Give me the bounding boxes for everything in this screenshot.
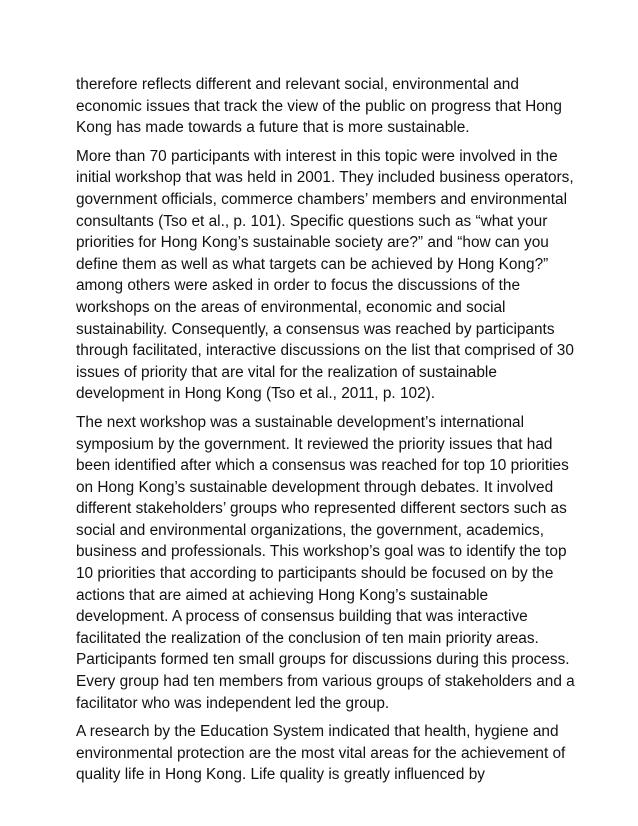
paragraph-2: More than 70 participants with interest in this topic were involved in the initial workshop that was held in 2001. They included business operators, government officials, commerce chambers’ members and environmental consultants (Tso et al., p. 101). Specific questions such as “what your priorities for Hong Kong’s sustainable society are?” and “how can you define them as well as what targets can be achieved by Hong Kong?” among others were asked in order to focus the discussions of the workshops on the areas of environmental, economic and social sustainability. Consequently, a consensus was reached by participants through facilitated, interactive discussions on the list that comprised of 30 issues of priority that are vital for the realization of sustainable development in Hong Kong (Tso et al., 2011, p. 102).	[76, 147, 574, 403]
paragraph-1: therefore reflects different and relevant social, environmental and economic issues that track the view of the public on progress that Hong Kong has made towards a future that is more sustainable.	[76, 76, 562, 137]
document-body	[76, 74, 576, 793]
paragraph-3: The next workshop was a sustainable development’s international symposium by the government. It reviewed the priority issues that had been identified after which a consensus was reached for top 10 priorities on Hong Kong’s sustainable development through debates. It involved different stakeholders’ groups who represented different sectors such as social and environmental organizations, the government, academics, business and professionals. This workshop’s goal was to identify the top 10 priorities that according to participants should be focused on by the actions that are aimed at achieving Hong Kong’s sustainable development. A process of consensus building that was interactive facilitated the realization of the conclusion of ten main priority areas. Participants formed ten small groups for discussions during this process. Every group had ten members from various groups of stakeholders and a facilitator who was independent led the group.	[76, 413, 575, 712]
paragraph-4: A research by the Education System indicated that health, hygiene and environmental protection are the most vital areas for the achievement of quality life in Hong Kong. Life quality is greatly influenced by	[76, 723, 566, 784]
